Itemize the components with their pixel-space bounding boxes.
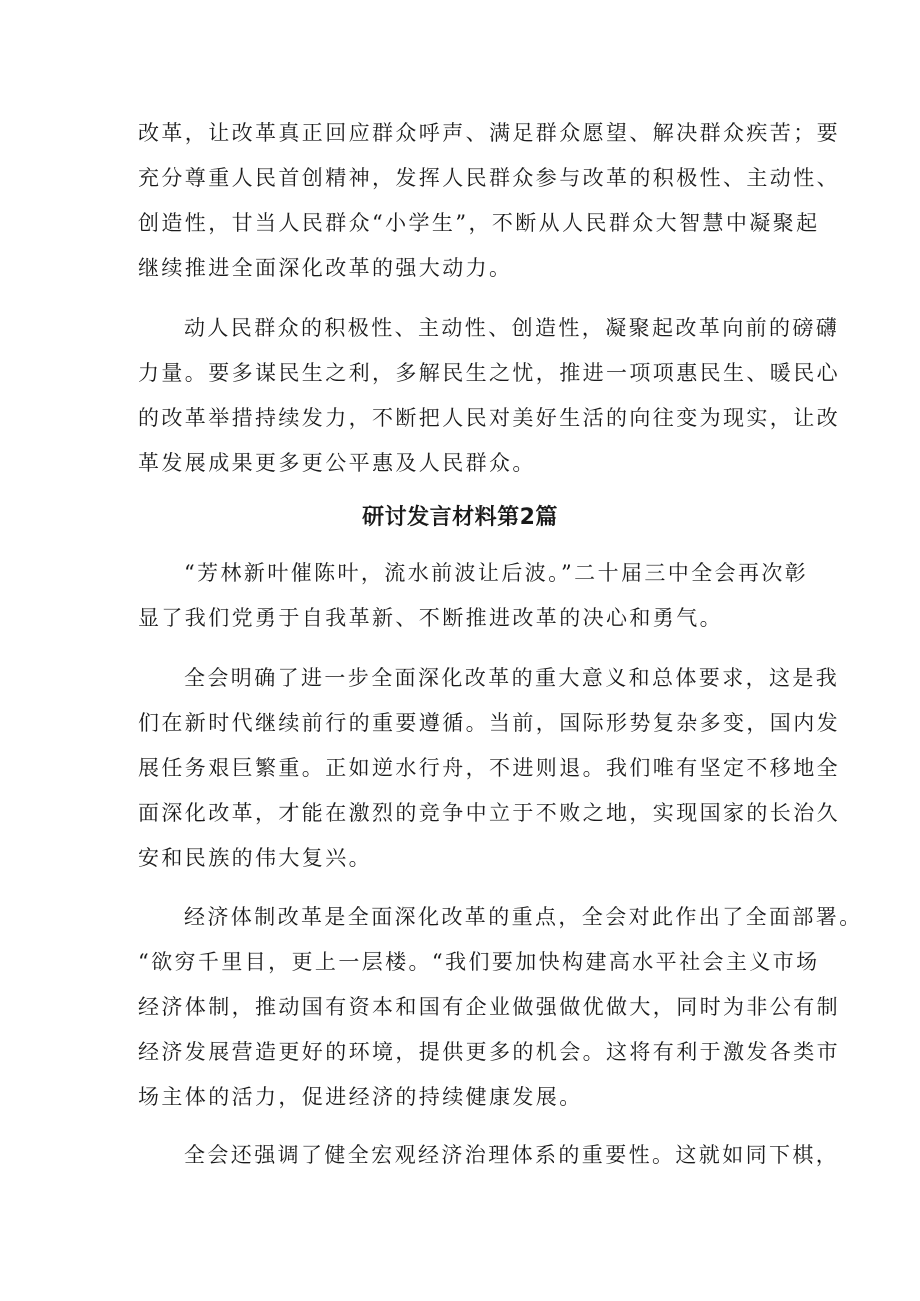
paragraph-5-line-4: 经济发展营造更好的环境，提供更多的机会。这将有利于激发各类市: [138, 1040, 840, 1064]
paragraph-1-line-2: 充分尊重人民首创精神，发挥人民群众参与改革的积极性、主动性、: [138, 166, 840, 190]
paragraph-5-line-5: 场主体的活力，促进经济的持续健康发展。: [138, 1085, 583, 1109]
paragraph-6-line-1: 全会还强调了健全宏观经济治理体系的重要性。这就如同下棋，: [184, 1143, 840, 1167]
paragraph-5-line-3: 经济体制，推动国有资本和国有企业做强做优做大，同时为非公有制: [138, 995, 840, 1019]
paragraph-4-line-4: 面深化改革，才能在激烈的竞争中立于不败之地，实现国家的长治久: [138, 801, 840, 825]
paragraph-5-line-2: “欲穷千里目，更上一层楼。“我们要加快构建高水平社会主义市场: [138, 950, 820, 974]
paragraph-3-line-1: “芳林新叶催陈叶，流水前波让后波。”二十届三中全会再次彰: [184, 561, 809, 585]
paragraph-2-line-4: 革发展成果更多更公平惠及人民群众。: [138, 451, 536, 475]
paragraph-4-line-3: 展任务艰巨繁重。正如逆水行舟，不进则退。我们唯有坚定不移地全: [138, 756, 840, 780]
paragraph-1-line-4: 继续推进全面深化改革的强大动力。: [138, 256, 513, 280]
paragraph-1-line-3: 创造性，甘当人民群众“小学生”，不断从人民群众大智慧中凝聚起: [138, 211, 820, 235]
paragraph-5-line-1: 经济体制改革是全面深化改革的重点，全会对此作出了全面部署。: [184, 905, 863, 929]
paragraph-4-line-1: 全会明确了进一步全面深化改革的重大意义和总体要求，这是我: [184, 666, 840, 690]
paragraph-2-line-1: 动人民群众的积极性、主动性、创造性，凝聚起改革向前的磅礴: [184, 316, 840, 340]
paragraph-4-line-5: 安和民族的伟大复兴。: [138, 846, 372, 870]
paragraph-4-line-2: 们在新时代继续前行的重要遵循。当前，国际形势复杂多变，国内发: [138, 711, 840, 735]
section-heading: 研讨发言材料第2篇: [362, 505, 558, 530]
paragraph-3-line-2: 显了我们党勇于自我革新、不断推进改革的决心和勇气。: [138, 606, 723, 630]
paragraph-1-line-1: 改革，让改革真正回应群众呼声、满足群众愿望、解决群众疾苦；要: [138, 121, 840, 145]
paragraph-2-line-3: 的改革举措持续发力，不断把人民对美好生活的向往变为现实，让改: [138, 406, 840, 430]
paragraph-2-line-2: 力量。要多谋民生之利，多解民生之忧，推进一项项惠民生、暖民心: [138, 361, 840, 385]
